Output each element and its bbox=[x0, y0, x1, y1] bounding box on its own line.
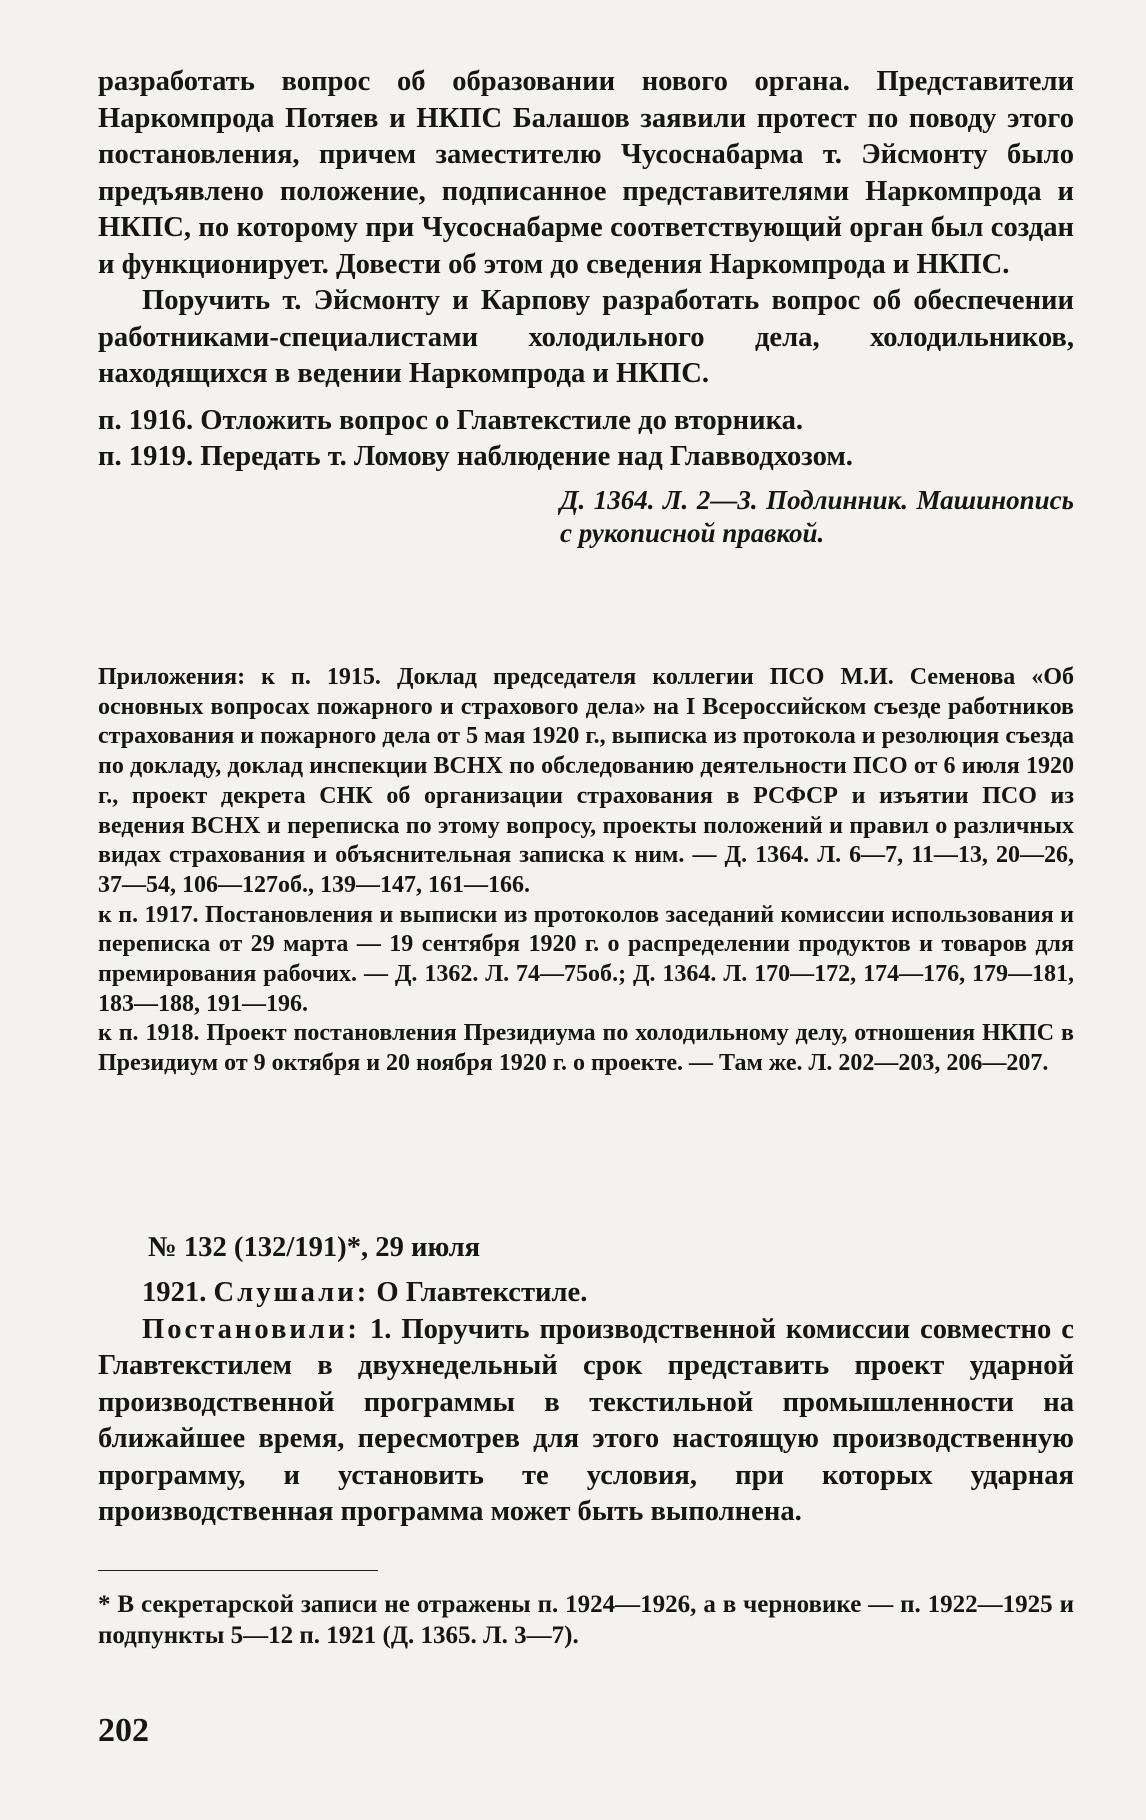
paragraph-continuation: разработать вопрос об образовании нового органа. Представители Наркомпрода Потяев и НКПС Балашов заявили протест по поводу этого постановления, причем заместителю Чусоснабарма т. Эйсмонту было предъявлено положение, подписанное представителями Наркомпрода и НКПС, по которому при Чусоснабарме соответствующий орган был создан и функционирует. Довести об этом до сведения Наркомпрода и НКПС. bbox=[98, 66, 1074, 280]
appendix-1918: к п. 1918. Проект постановления Президиума по холодильному делу, отношения НКПС в Президиум от 9 октября и 20 ноября 1920 г. о проекте. — Там же. Л. 202—203, 206—207. bbox=[98, 1020, 1074, 1077]
document-heading: № 132 (132/191)*, 29 июля bbox=[148, 1232, 481, 1263]
appendix-1915: Приложения: к п. 1915. Доклад председателя коллегии ПСО М.И. Семенова «Об основных вопросах пожарного и страхового дела» на I Всероссийском съезде работников страхования и пожарного дела от 5 мая 1920 г., выписка из протокола и резолюция съезда по докладу, доклад инспекции ВСНХ по обследованию деятельности ПСО от 6 июля 1920 г., проект декрета СНК об организации страхования в РСФСР и изъятии ПСО из ведения ВСНХ и переписка по этому вопросу, проекты положений и правил о различных видах страхования и объяснительная записка к ним. — Д. 1364. Л. 6—7, 11—13, 20—26, 37—54, 106—127об., 139—147, 161—166. bbox=[98, 664, 1074, 898]
footnote-section bbox=[98, 1589, 1074, 1651]
paragraph-item-1919: п. 1919. Передать т. Ломову наблюдение над Главводхозом. bbox=[98, 441, 853, 472]
page-number: 202 bbox=[98, 1712, 149, 1749]
footnote: * В секретарской записи не отражены п. 1924—1926, а в черновике — п. 1922—1925 и подпункты 5—12 п. 1921 (Д. 1365. Л. 3—7). bbox=[98, 1591, 1074, 1649]
paragraph-resolved bbox=[98, 1312, 1074, 1531]
main-text bbox=[98, 64, 1074, 550]
heard-text: О Главтекстиле. bbox=[376, 1277, 588, 1308]
resolved-text: 1. Поручить производственной комиссии совместно с Главтекстилем в двухнедельный срок представить проект ударной производственной программы в текстильной промышленности на ближайшее время, пересмотрев для этого настоящую производственную программу, и установить те условия, при которых ударная производственная программа может быть выполнена. bbox=[98, 1313, 1074, 1527]
footnote-divider bbox=[98, 1570, 378, 1571]
heard-label: Слушали: bbox=[213, 1277, 370, 1308]
archival-source: Д. 1364. Л. 2—3. Подлинник. Машинопись с рукописной правкой. bbox=[560, 484, 1074, 548]
appendix-section bbox=[98, 663, 1074, 1079]
item-number: 1921. bbox=[142, 1277, 207, 1308]
appendix-1917: к п. 1917. Постановления и выписки из протоколов заседаний комиссии использования и переписка от 29 марта — 19 сентября 1920 г. о распределении продуктов и товаров для премирования рабочих. — Д. 1362. Л. 74—75об.; Д. 1364. Л. 170—172, 174—176, 179—181, 183—188, 191—196. bbox=[98, 901, 1074, 1017]
paragraph-assignment: Поручить т. Эйсмонту и Карпову разработать вопрос об обеспечении работниками-специалистами холодильного дела, холодильников, находящихся в ведении Наркомпрода и НКПС. bbox=[98, 285, 1074, 389]
paragraph-heard bbox=[98, 1275, 1074, 1312]
document-132-text bbox=[98, 1275, 1074, 1531]
resolved-label: Постановили: bbox=[142, 1313, 360, 1345]
paragraph-item-1916: п. 1916. Отложить вопрос о Главтекстиле до вторника. bbox=[98, 404, 804, 436]
